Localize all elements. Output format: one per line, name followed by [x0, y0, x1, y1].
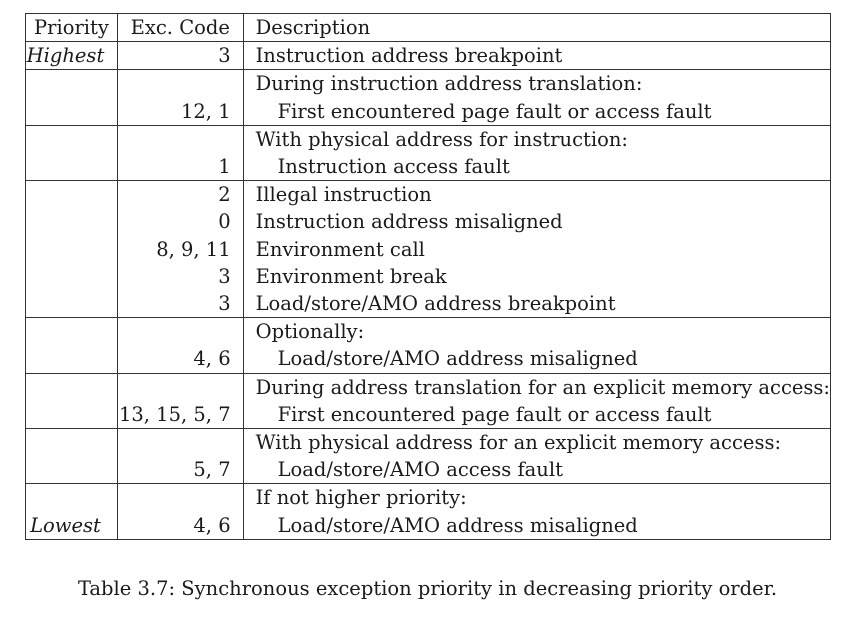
priority-cell — [26, 208, 118, 235]
table-row — [26, 236, 831, 263]
exc-code-cell — [117, 373, 243, 401]
priority-cell — [26, 70, 118, 98]
table-caption: Table 3.7: Synchronous exception priority in decreasing priority order. — [77, 577, 778, 600]
priority-cell — [26, 401, 118, 429]
exc-code-cell — [117, 318, 243, 346]
table-row — [26, 98, 831, 126]
exc-code-cell: 13, 15, 5, 7 — [117, 401, 243, 429]
exc-code-cell — [117, 70, 243, 98]
table-row — [26, 484, 831, 512]
table-row — [26, 429, 831, 457]
exc-code-cell: 3 — [117, 263, 243, 290]
description-cell: During address translation for an explicit memory access: — [243, 373, 830, 401]
description-cell: Instruction access fault — [243, 153, 830, 181]
table-row — [26, 70, 831, 98]
exc-code-cell: 4, 6 — [117, 512, 243, 540]
priority-cell: Highest — [26, 42, 118, 70]
description-cell: First encountered page fault or access fault — [243, 98, 830, 126]
priority-cell — [26, 290, 118, 318]
description-cell: Optionally: — [243, 318, 830, 346]
priority-cell — [26, 429, 118, 457]
priority-cell — [26, 153, 118, 181]
description-cell: With physical address for instruction: — [243, 125, 830, 153]
header-exc-code: Exc. Code — [117, 14, 243, 42]
priority-cell — [26, 484, 118, 512]
table-row — [26, 125, 831, 153]
exception-priority-table — [25, 13, 831, 540]
priority-cell — [26, 456, 118, 484]
table-header-row — [26, 14, 831, 42]
table-row — [26, 512, 831, 540]
description-cell: During instruction address translation: — [243, 70, 830, 98]
table-body — [26, 42, 831, 540]
description-cell: Environment call — [243, 236, 830, 263]
description-cell: Instruction address breakpoint — [243, 42, 830, 70]
table-row — [26, 345, 831, 373]
priority-cell — [26, 98, 118, 126]
exc-code-cell: 0 — [117, 208, 243, 235]
table-row — [26, 208, 831, 235]
description-cell: Load/store/AMO address misaligned — [243, 345, 830, 373]
priority-cell — [26, 345, 118, 373]
exc-code-cell: 1 — [117, 153, 243, 181]
exc-code-cell — [117, 125, 243, 153]
description-cell: Load/store/AMO access fault — [243, 456, 830, 484]
priority-cell — [26, 263, 118, 290]
exc-code-cell: 5, 7 — [117, 456, 243, 484]
table-row — [26, 318, 831, 346]
header-description: Description — [243, 14, 830, 42]
table-row — [26, 181, 831, 209]
description-cell: With physical address for an explicit memory access: — [243, 429, 830, 457]
table-row — [26, 456, 831, 484]
exc-code-cell: 12, 1 — [117, 98, 243, 126]
exc-code-cell: 4, 6 — [117, 345, 243, 373]
exc-code-cell — [117, 429, 243, 457]
table-row — [26, 42, 831, 70]
table-row — [26, 373, 831, 401]
table-row — [26, 401, 831, 429]
exc-code-cell: 3 — [117, 290, 243, 318]
description-cell: Load/store/AMO address misaligned — [243, 512, 830, 540]
description-cell: Environment break — [243, 263, 830, 290]
priority-cell — [26, 125, 118, 153]
header-priority: Priority — [26, 14, 118, 42]
priority-cell — [26, 181, 118, 209]
description-cell: Load/store/AMO address breakpoint — [243, 290, 830, 318]
exc-code-cell: 2 — [117, 181, 243, 209]
exc-code-cell: 3 — [117, 42, 243, 70]
priority-cell — [26, 318, 118, 346]
priority-cell: Lowest — [26, 512, 118, 540]
table-row — [26, 290, 831, 318]
table-row — [26, 153, 831, 181]
table-row — [26, 263, 831, 290]
description-cell: Instruction address misaligned — [243, 208, 830, 235]
priority-cell — [26, 373, 118, 401]
priority-cell — [26, 236, 118, 263]
exc-code-cell — [117, 484, 243, 512]
exc-code-cell: 8, 9, 11 — [117, 236, 243, 263]
description-cell: First encountered page fault or access fault — [243, 401, 830, 429]
description-cell: Illegal instruction — [243, 181, 830, 209]
description-cell: If not higher priority: — [243, 484, 830, 512]
